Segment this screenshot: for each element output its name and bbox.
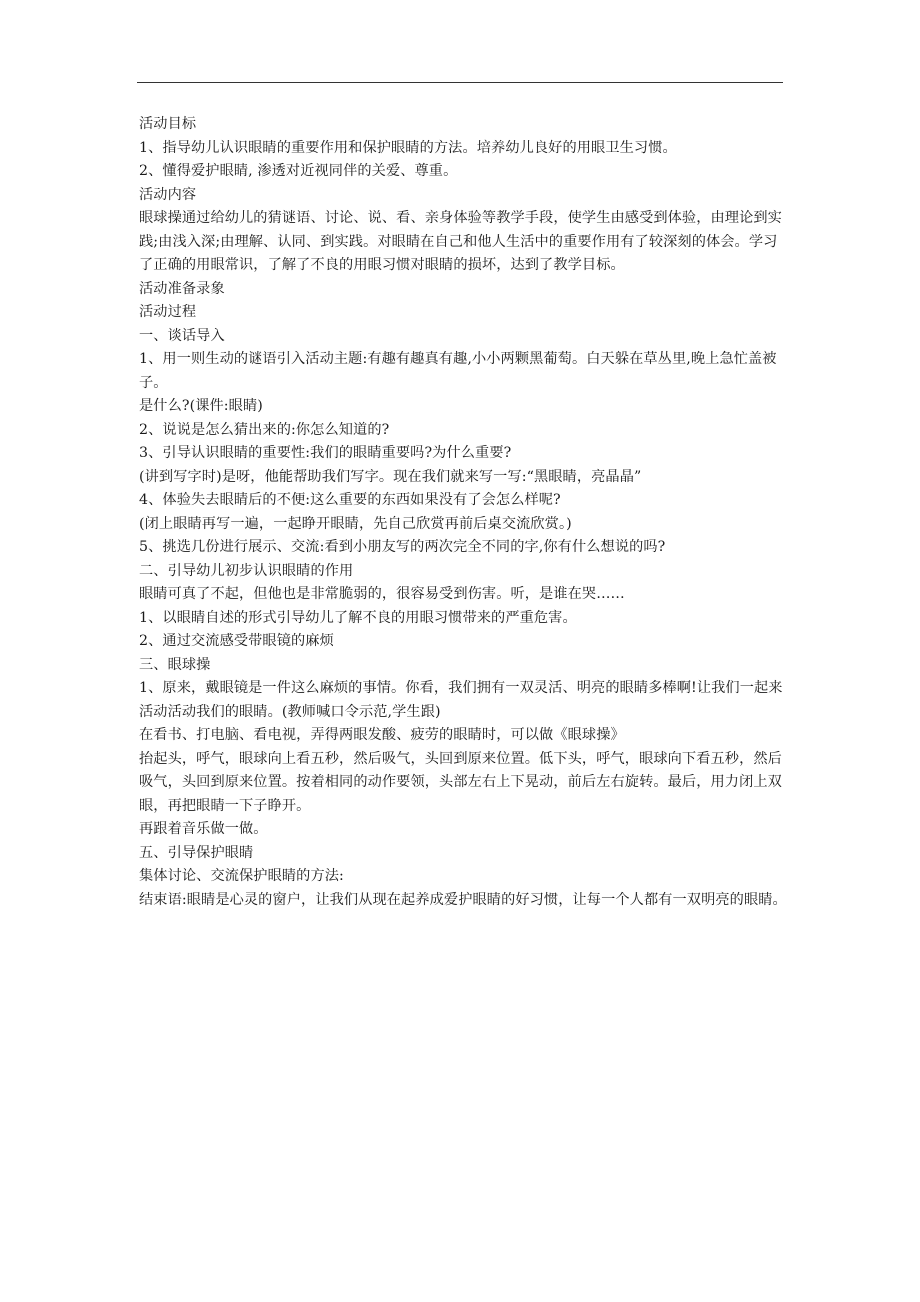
section-heading-process: 活动过程 [139, 304, 197, 320]
process-step-5: 5、挑选几份进行展示、交流:看到小朋友写的两次完全不同的字,你有什么想说的吗? [139, 539, 666, 555]
process-step-riddle: 1、用一则生动的谜语引入活动主题:有趣有趣真有趣,小小两颗黑葡萄。白天躲在草丛里,晚上急忙盖被子。 [139, 351, 777, 391]
eye-exercise-context: 在看书、打电脑、看电视，弄得两眼发酸、疲劳的眼睛时，可以做《眼球操》 [139, 727, 625, 743]
eye-function-item-1: 1、以眼睛自述的形式引导幼儿了解不良的用眼习惯带来的严重危害。 [139, 609, 577, 626]
protect-eyes-discussion: 集体讨论、交流保护眼睛的方法: [139, 868, 344, 884]
goal-item-2: 2、懂得爱护眼睛, 渗透对近视同伴的关爱、尊重。 [139, 163, 458, 179]
closing-remarks: 结束语:眼睛是心灵的窗户，让我们从现在起养成爱护眼睛的好习惯，让每一个人都有一双明亮的眼睛。 [139, 891, 787, 908]
process-step-2: 2、说说是怎么猜出来的:你怎么知道的? [139, 421, 390, 438]
eye-exercise-music: 再跟着音乐做一做。 [139, 821, 268, 837]
goal-item-1: 1、指导幼儿认识眼睛的重要作用和保护眼睛的方法。培养幼儿良好的用眼卫生习惯。 [139, 139, 677, 156]
process-step-note: (闭上眼睛再写一遍，一起睁开眼睛，先自己欣赏再前后桌交流欣赏。) [139, 515, 572, 532]
eye-function-paragraph: 眼睛可真了不起，但他也是非常脆弱的，很容易受到伤害。听，是谁在哭…… [139, 586, 625, 602]
eye-exercise-item-1: 1、原来，戴眼镜是一件这么麻烦的事情。你看，我们拥有一双灵活、明亮的眼睛多棒啊!让我们一起来活动活动我们的眼睛。(教师喊口令示范,学生跟) [139, 680, 783, 720]
subheading-eye-function: 二、引导幼儿初步认识眼睛的作用 [139, 562, 354, 579]
process-step-3: 3、引导认识眼睛的重要性:我们的眼睛重要吗?为什么重要? [139, 445, 512, 461]
eye-exercise-instructions: 抬起头，呼气，眼球向上看五秒，然后吸气，头回到原来位置。低下头，呼气，眼球向下看五秒，然后吸气，头回到原来位置。按着相同的动作要领，头部左右上下晃动，前后左右旋转。最后，用力闭上双眼，再把眼睛一下子睁开。 [139, 750, 782, 814]
subheading-protect-eyes: 五、引导保护眼睛 [139, 844, 254, 861]
content-paragraph: 眼球操通过给幼儿的猜谜语、讨论、说、看、亲身体验等教学手段，使学生由感受到体验，由理论到实践;由浅入深;由理解、认同、到实践。对眼睛在自己和他人生活中的重要作用有了较深刻的体会。学习了正确的用眼常识，了解了不良的用眼习惯对眼睛的损坏，达到了教学目标。 [139, 210, 782, 273]
subheading-intro: 一、谈话导入 [139, 327, 225, 344]
process-step-answer: 是什么?(课件:眼睛) [139, 398, 263, 414]
document-body [139, 113, 789, 912]
section-heading-preparation: 活动准备录象 [139, 280, 225, 297]
subheading-eye-exercise: 三、眼球操 [139, 656, 211, 673]
eye-function-item-2: 2、通过交流感受带眼镜的麻烦 [139, 633, 334, 649]
process-step-writing: (讲到写字时)是呀，他能帮助我们写字。现在我们就来写一写:“黑眼睛，亮晶晶” [139, 468, 642, 485]
section-heading-content: 活动内容 [139, 186, 197, 203]
header-rule [137, 82, 783, 83]
section-heading-goals: 活动目标 [139, 116, 197, 132]
process-step-4: 4、体验失去眼睛后的不便:这么重要的东西如果没有了会怎么样呢? [139, 492, 561, 508]
